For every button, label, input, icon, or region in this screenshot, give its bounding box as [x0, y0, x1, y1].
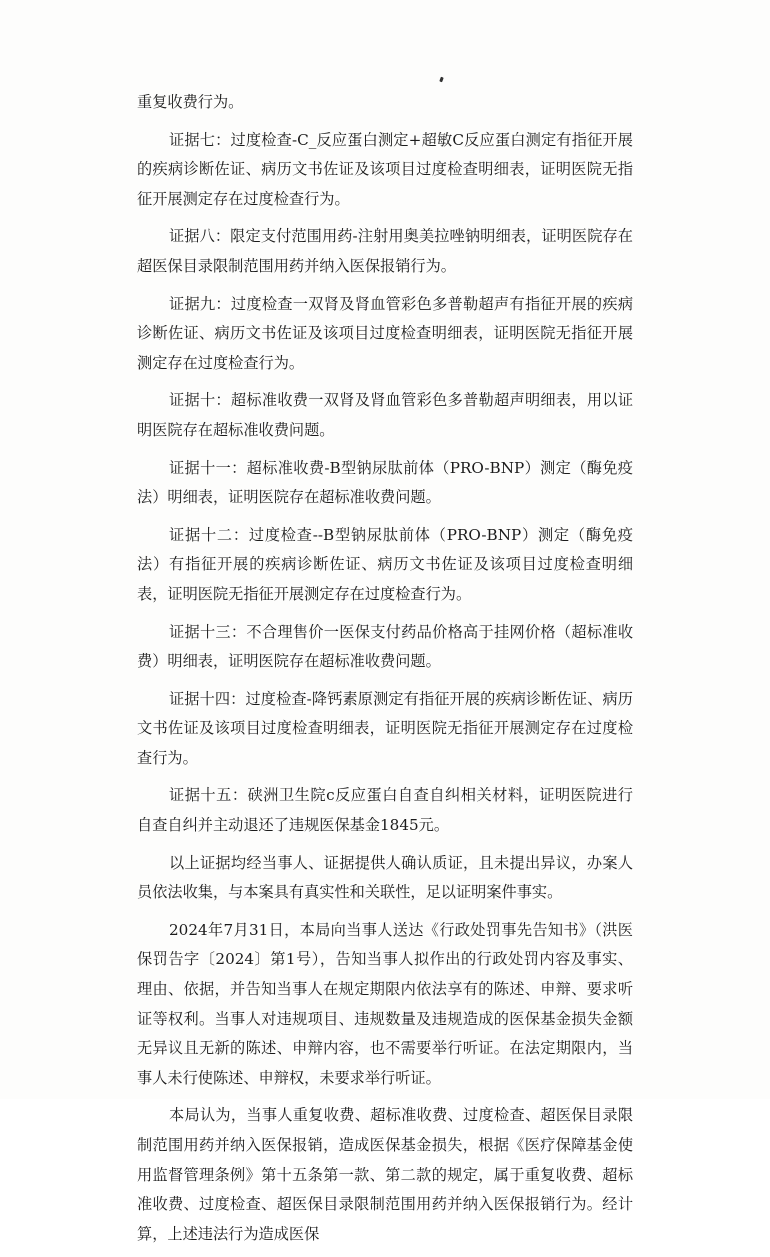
- paragraph-notice-delivery: 2024年7月31日，本局向当事人送达《行政处罚事先告知书》（洪医保罚告字〔2024〕第1号），告知当事人拟作出的行政处罚内容及事实、理由、依据，并告知当事人在规定期限内依法享有的陈述、申辩、要求听证等权利。当事人对违规项目、违规数量及违规造成的医保基金损失金额无异议且无新的陈述、申辩内容，也不需要举行听证。在法定期限内，当事人未行使陈述、申辩权，未要求举行听证。: [137, 920, 633, 1087]
- paragraph-evidence-11: 证据十一：超标准收费-B型钠尿肽前体（PRO-BNP）测定（酶免疫法）明细表，证明医院存在超标准收费问题。: [137, 458, 633, 507]
- paragraph-bureau-finding: 本局认为，当事人重复收费、超标准收费、过度检查、超医保目录限制范围用药并纳入医保报销，造成医保基金损失，根据《医疗保障基金使用监督管理条例》第十五条第一款、第二款的规定，属于重复收费、超标准收费、过度检查、超医保目录限制范围用药并纳入医保报销行为。经计算，上述违法行为造成医保: [137, 1106, 633, 1243]
- paragraph-evidence-14: 证据十四：过度检查-降钙素原测定有指征开展的疾病诊断佐证、病历文书佐证及该项目过度检查明细表，证明医院无指征开展测定存在过度检查行为。: [137, 689, 633, 767]
- paragraph-evidence-9: 证据九：过度检查一双肾及肾血管彩色多普勒超声有指征开展的疾病诊断佐证、病历文书佐证及该项目过度检查明细表，证明医院无指征开展测定存在过度检查行为。: [137, 294, 633, 372]
- paragraph-evidence-8: 证据八：限定支付范围用药-注射用奥美拉唑钠明细表，证明医院存在超医保目录限制范围用药并纳入医保报销行为。: [137, 227, 633, 275]
- scan-speck: [439, 77, 444, 83]
- paragraph-evidence-10: 证据十：超标准收费一双肾及肾血管彩色多普勒超声明细表，用以证明医院存在超标准收费问题。: [137, 391, 633, 439]
- paragraph-evidence-7: 证据七：过度检查-C_反应蛋白测定+超敏C反应蛋白测定有指征开展的疾病诊断佐证、病历文书佐证及该项目过度检查明细表，证明医院无指征开展测定存在过度检查行为。: [137, 130, 633, 208]
- paragraph-evidence-summary: 以上证据均经当事人、证据提供人确认质证，且未提出异议，办案人员依法收集，与本案具有真实性和关联性，足以证明案件事实。: [137, 853, 633, 902]
- paragraph-continuation: 重复收费行为。: [137, 93, 244, 111]
- paragraph-evidence-13: 证据十三：不合理售价一医保支付药品价格高于挂网价格（超标准收费）明细表，证明医院存在超标准收费问题。: [137, 622, 633, 671]
- paragraph-evidence-15: 证据十五：硖洲卫生院c反应蛋白自查自纠相关材料，证明医院进行自查自纠并主动退还了违规医保基金1845元。: [137, 786, 633, 835]
- paragraph-evidence-12: 证据十二：过度检查--B型钠尿肽前体（PRO-BNP）测定（酶免疫法）有指征开展的疾病诊断佐证、病历文书佐证及该项目过度检查明细表，证明医院无指征开展测定存在过度检查行为。: [137, 525, 633, 603]
- document-body: [137, 88, 633, 1257]
